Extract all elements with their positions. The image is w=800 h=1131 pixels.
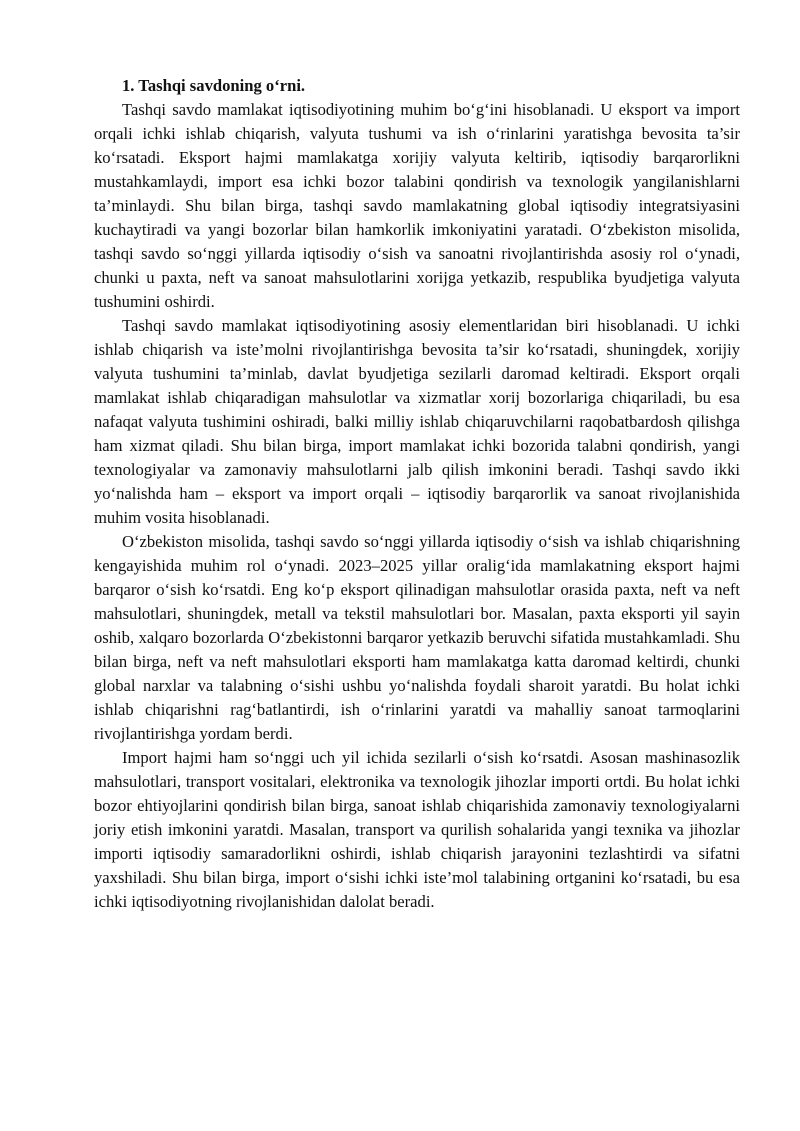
paragraph-2: Tashqi savdo mamlakat iqtisodiyotining asosiy elementlaridan biri hisoblanadi. U ichki ishlab chiqarish va iste’molni rivojlantirishga bevosita ta’sir ko‘rsatadi, shuningdek, xorijiy valyuta tushumini ta’minlab, davlat byudjetiga sezilarli daromad keltiradi. Eksport orqali mamlakat ishlab chiqaradigan mahsulotlar va xizmatlar xorij bozorlariga chiqariladi, bu esa nafaqat valyuta tushimini oshiradi, balki milliy ishlab chiqaruvchilarni raqobatbardosh qilishga ham xizmat qiladi. Shu bilan birga, import mamlakat ichki bozorida talabni qondirish, yangi texnologiyalar va zamonaviy mahsulotlarni jalb qilish imkonini beradi. Tashqi savdo ikki yo‘nalishda ham – eksport va import orqali – iqtisodiy barqarorlik va sanoat rivojlanishida muhim vosita hisoblanadi. [94,316,740,527]
document-page [94,74,740,914]
section-heading: 1. Tashqi savdoning o‘rni. [122,76,306,95]
paragraph-4: Import hajmi ham so‘nggi uch yil ichida sezilarli o‘sish ko‘rsatdi. Asosan mashinasozlik mahsulotlari, transport vositalari, elektronika va texnologik jihozlar importi ortdi. Bu holat ichki bozor ehtiyojlarini qondirish bilan birga, sanoat ishlab chiqarishida zamonaviy texnologiyalarni joriy etish imkonini yaratdi. Masalan, transport va qurilish sohalarida yangi texnika va jihozlar importi iqtisodiy samaradorlikni oshirdi, ishlab chiqarish jarayonini tezlashtirdi va sifatni yaxshiladi. Shu bilan birga, import o‘sishi ichki iste’mol talabining ortganini ko‘rsatadi, bu esa ichki iqtisodiyotning rivojlanishidan dalolat beradi. [94,748,740,911]
paragraph-3: O‘zbekiston misolida, tashqi savdo so‘nggi yillarda iqtisodiy o‘sish va ishlab chiqarishning kengayishida muhim rol o‘ynadi. 2023–2025 yillar oralig‘ida mamlakatning eksport hajmi barqaror o‘sish ko‘rsatdi. Eng ko‘p eksport qilinadigan mahsulotlar orasida paxta, neft va neft mahsulotlari, shuningdek, metall va tekstil mahsulotlari bor. Masalan, paxta eksporti yil sayin oshib, xalqaro bozorlarda O‘zbekistonni barqaror yetkazib beruvchi sifatida mustahkamladi. Shu bilan birga, neft va neft mahsulotlari eksporti ham mamlakatga katta daromad keltirdi, chunki global narxlar va talabning o‘sishi ushbu yo‘nalishda foydali sharoit yaratdi. Bu holat ichki ishlab chiqarishni rag‘batlantirdi, ish o‘rinlarini yaratdi va mahalliy sanoat tarmoqlarini rivojlantirishga yordam berdi. [94,532,740,743]
paragraph-1: Tashqi savdo mamlakat iqtisodiyotining muhim bo‘g‘ini hisoblanadi. U eksport va import orqali ichki ishlab chiqarish, valyuta tushumi va ish o‘rinlarini yaratishga bevosita ta’sir ko‘rsatadi. Eksport hajmi mamlakatga xorijiy valyuta keltirib, iqtisodiy barqarorlikni mustahkamlaydi, import esa ichki bozor talabini qondirish va texnologik yangilanishlarni ta’minlaydi. Shu bilan birga, tashqi savdo mamlakatning global iqtisodiy integratsiyasini kuchaytiradi va yangi bozorlar bilan hamkorlik imkoniyatini yaratadi. O‘zbekiston misolida, tashqi savdo so‘nggi yillarda iqtisodiy o‘sish va sanoatni rivojlantirishda asosiy rol o‘ynadi, chunki u paxta, neft va sanoat mahsulotlarini xorijga yetkazib, respublika byudjetiga valyuta tushumini oshirdi. [94,100,740,311]
